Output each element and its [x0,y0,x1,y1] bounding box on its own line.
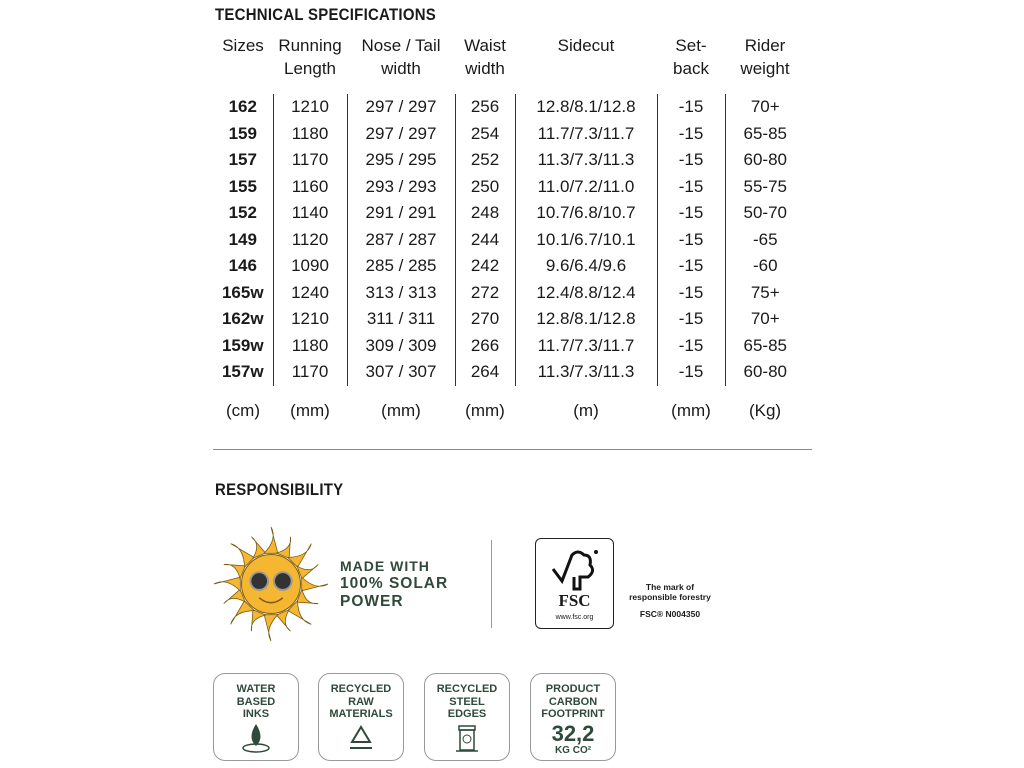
unit-cell: (mm) [290,400,330,420]
carbon-value: 32,2 [551,720,595,746]
table-cell: -15 [657,227,725,254]
responsibility-title: RESPONSIBILITY [215,480,344,499]
table-cell: 162 [228,97,257,116]
table-cell: 254 [455,121,515,148]
table-cell: 149 [228,229,257,249]
column-header: Nose / Tail width [361,36,441,78]
table-cell: 272 [455,280,515,307]
sun-ray [302,577,328,591]
specs-table [213,34,805,436]
column-header: Sidecut [557,36,615,55]
recycle-icon [346,724,376,754]
table-cell: 1180 [273,333,347,360]
table-cell: 146 [228,256,257,275]
table-cell: 11.7/7.3/11.7 [515,333,657,360]
table-cell: 155 [228,176,257,196]
table-cell: 1170 [273,359,347,386]
section-divider [213,449,812,450]
tech-specs-title: TECHNICAL SPECIFICATIONS [215,5,437,24]
table-cell: 1090 [273,253,347,280]
table-cell: -15 [657,359,725,386]
table-cell: 1210 [273,94,347,121]
solar-power-text: MADE WITH 100% SOLAR POWER [340,558,449,610]
table-cell: 11.3/7.3/11.3 [515,147,657,174]
table-cell: 60-80 [725,359,805,386]
table-cell: 285 / 285 [347,253,455,280]
table-cell: 10.1/6.7/10.1 [515,227,657,254]
table-cell: 1120 [273,227,347,254]
table-cell: -15 [657,333,725,360]
table-cell: 65-85 [725,333,805,360]
table-cell: 264 [455,359,515,386]
column-header: Rider weight [740,36,790,78]
table-cell: 75+ [725,280,805,307]
table-cell: 1210 [273,306,347,333]
table-cell: 309 / 309 [347,333,455,360]
carbon-unit: KG CO² [554,744,592,756]
table-row [213,280,805,307]
table-cell: 12.8/8.1/12.8 [515,94,657,121]
unit-cell: (mm) [381,400,421,420]
water-drop-icon [241,722,271,754]
table-cell: -15 [657,280,725,307]
table-row [213,306,805,333]
table-cell: 12.8/8.1/12.8 [515,306,657,333]
fsc-mark-text: The mark of responsible forestry FSC® N004350 [629,582,711,619]
table-cell: 297 / 297 [347,121,455,148]
table-row [213,174,805,201]
table-cell: 297 / 297 [347,94,455,121]
table-cell: 242 [455,253,515,280]
table-cell: 12.4/8.8/12.4 [515,280,657,307]
unit-cell: (cm) [226,400,260,420]
table-cell: -65 [725,227,805,254]
table-cell: -60 [725,253,805,280]
table-cell: 11.0/7.2/11.0 [515,174,657,201]
fsc-tree-icon [550,547,600,591]
sun-ray [264,527,278,553]
table-cell: 10.7/6.8/10.7 [515,200,657,227]
column-header: Set- back [673,36,709,78]
table-cell: 266 [455,333,515,360]
table-row [213,227,805,254]
unit-cell: (mm) [671,400,711,420]
table-cell: 152 [228,203,257,222]
table-cell: 157w [221,362,264,381]
table-cell: 293 / 293 [347,174,455,201]
table-cell: 313 / 313 [347,280,455,307]
table-cell: 291 / 291 [347,200,455,227]
table-cell: 1240 [273,280,347,307]
table-cell: 1160 [273,174,347,201]
table-cell: 162w [221,309,264,328]
table-cell: 256 [455,94,515,121]
table-cell: -15 [657,94,725,121]
table-row [213,200,805,227]
header-row [213,34,805,82]
table-row [213,359,805,386]
badge-recycled-raw-materials: RECYCLED RAW MATERIALS [318,673,404,761]
sun-with-glasses-icon [212,525,330,643]
table-cell: 1180 [273,121,347,148]
badge-carbon-footprint: PRODUCT CARBON FOOTPRINT 32,2 KG CO² [530,673,616,761]
table-cell: -15 [657,147,725,174]
badge-recycled-steel-edges: RECYCLED STEEL EDGES [424,673,510,761]
table-cell: 1140 [273,200,347,227]
column-header: Waist width [464,36,506,78]
fsc-logo: FSC www.fsc.org [535,538,614,629]
table-cell: -15 [657,121,725,148]
table-cell: 159 [228,123,257,143]
table-cell: 11.3/7.3/11.3 [515,359,657,386]
table-cell: 159w [221,335,264,355]
table-cell: 307 / 307 [347,359,455,386]
table-cell: -15 [657,306,725,333]
table-row [213,253,805,280]
table-cell: 11.7/7.3/11.7 [515,121,657,148]
table-cell: 60-80 [725,147,805,174]
badge-water-based-inks: WATER BASED INKS [213,673,299,761]
vertical-divider [491,540,492,628]
unit-cell: (Kg) [748,400,782,420]
table-cell: 270 [455,306,515,333]
table-cell: -15 [657,253,725,280]
table-cell: 55-75 [725,174,805,201]
table-cell: 50-70 [725,200,805,227]
table-cell: 248 [455,200,515,227]
table-cell: 70+ [725,306,805,333]
column-header: Running Length [278,36,342,78]
table-row [213,147,805,174]
table-row [213,121,805,148]
table-cell: 287 / 287 [347,227,455,254]
table-cell: 311 / 311 [347,306,455,333]
unit-cell: (m) [573,400,599,420]
unit-cell: (mm) [465,400,505,420]
table-row [213,94,805,121]
column-header: Sizes [222,36,264,55]
table-cell: 65-85 [725,121,805,148]
table-cell: 9.6/6.4/9.6 [515,253,657,280]
table-cell: -15 [657,200,725,227]
table-cell: 250 [455,174,515,201]
table-cell: 70+ [725,94,805,121]
units-row [213,386,805,436]
table-cell: 157 [228,150,257,169]
table-cell: 244 [455,227,515,254]
bin-icon [452,722,482,754]
table-cell: 1170 [273,147,347,174]
sun-ray [264,615,278,641]
table-cell: -15 [657,174,725,201]
table-row [213,333,805,360]
table-cell: 252 [455,147,515,174]
table-cell: 295 / 295 [347,147,455,174]
sun-ray [214,577,240,591]
table-cell: 165w [221,282,264,302]
